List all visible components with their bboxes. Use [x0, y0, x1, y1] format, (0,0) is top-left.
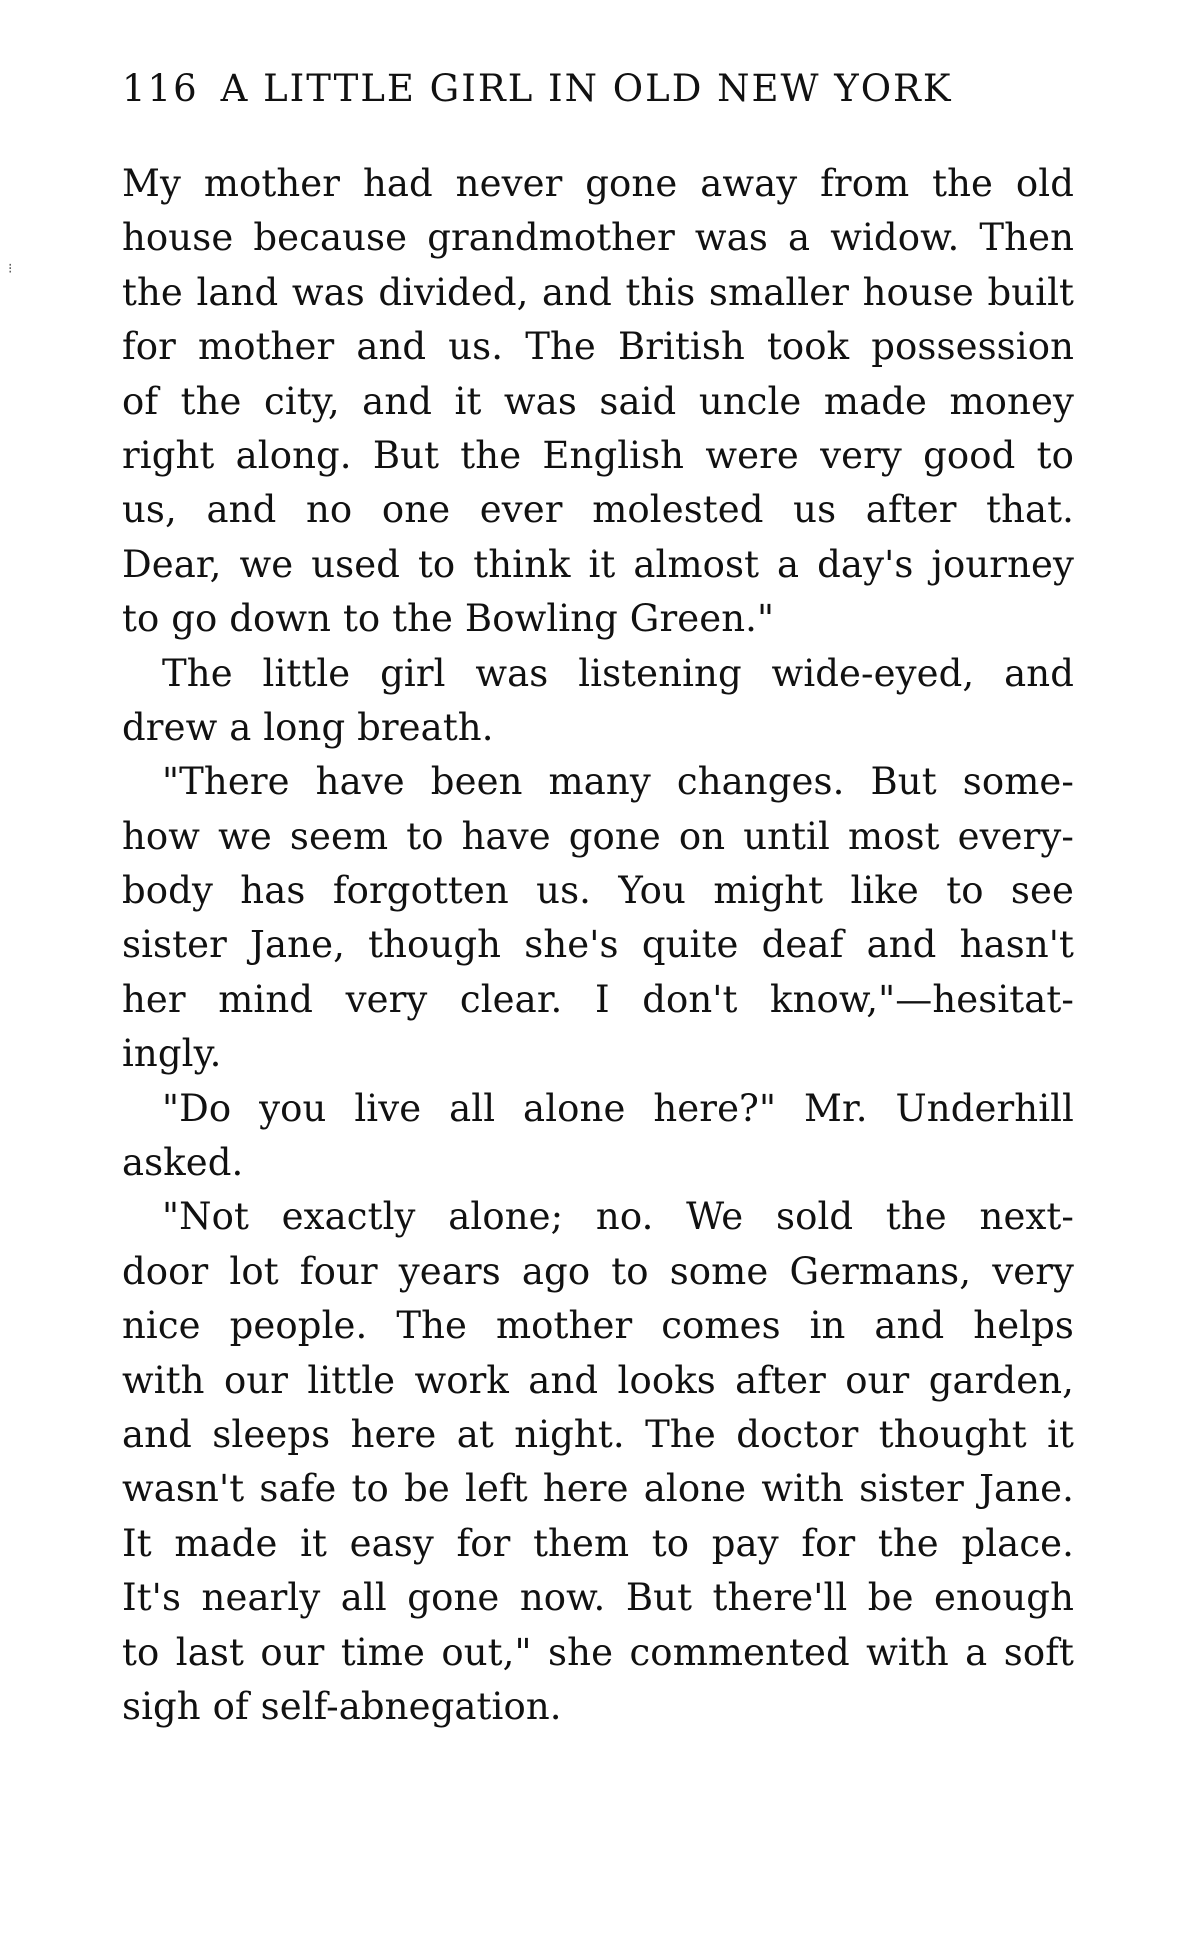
text-line: of the city, and it was said uncle made money [122, 379, 1074, 423]
page-number: 116 [122, 67, 199, 110]
text-line: drew a long breath. [122, 705, 494, 749]
text-line: body has forgotten us. You might like to see [122, 869, 1074, 913]
text-line: for mother and us. The British took possession [122, 325, 1074, 369]
text-line: The little girl was listening wide-eyed, and [162, 651, 1074, 695]
text-line: ingly. [122, 1032, 222, 1076]
text-line: "Not exactly alone; no. We sold the next- [162, 1195, 1074, 1239]
text-line: door lot four years ago to some Germans, very [122, 1249, 1074, 1293]
paragraph-3 [122, 755, 1074, 1081]
text-line: to last our time out," she commented with a soft [122, 1630, 1074, 1674]
text-line: "There have been many changes. But some- [162, 760, 1074, 804]
text-line: My mother had never gone away from the old [122, 162, 1074, 205]
text-line: wasn't safe to be left here alone with sister Jane. [122, 1467, 1074, 1511]
text-line: her mind very clear. I don't know,"—hesitat- [122, 977, 1074, 1021]
text-line: "Do you live all alone here?" Mr. Underhill [162, 1086, 1074, 1130]
text-line: sister Jane, though she's quite deaf and hasn't [122, 923, 1074, 967]
text-line: how we seem to have gone on until most every- [122, 814, 1074, 858]
body-text [122, 157, 1074, 1734]
text-line: right along. But the English were very good to [122, 433, 1074, 477]
text-line: It's nearly all gone now. But there'll be enough [122, 1576, 1074, 1620]
text-line: Dear, we used to think it almost a day's journey [122, 542, 1074, 586]
text-line: the land was divided, and this smaller house built [122, 270, 1074, 314]
text-line: us, and no one ever molested us after that. [122, 488, 1074, 532]
text-line: nice people. The mother comes in and helps [122, 1304, 1074, 1348]
text-line: with our little work and looks after our garden, [122, 1358, 1074, 1402]
paragraph-5 [122, 1190, 1074, 1734]
text-line: house because grandmother was a widow. Then [122, 216, 1074, 260]
running-head [122, 64, 1022, 114]
paragraph-2 [122, 647, 1074, 756]
text-line: asked. [122, 1141, 244, 1185]
text-line: It made it easy for them to pay for the place. [122, 1521, 1074, 1565]
paragraph-4 [122, 1082, 1074, 1191]
text-line: to go down to the Bowling Green." [122, 597, 775, 641]
text-line: sigh of self-abnegation. [122, 1684, 562, 1728]
running-title: A LITTLE GIRL IN OLD NEW YORK [220, 67, 953, 110]
paragraph-1 [122, 157, 1074, 647]
margin-mark: ⁝ [8, 261, 13, 277]
text-line: and sleeps here at night. The doctor thought it [122, 1412, 1074, 1456]
